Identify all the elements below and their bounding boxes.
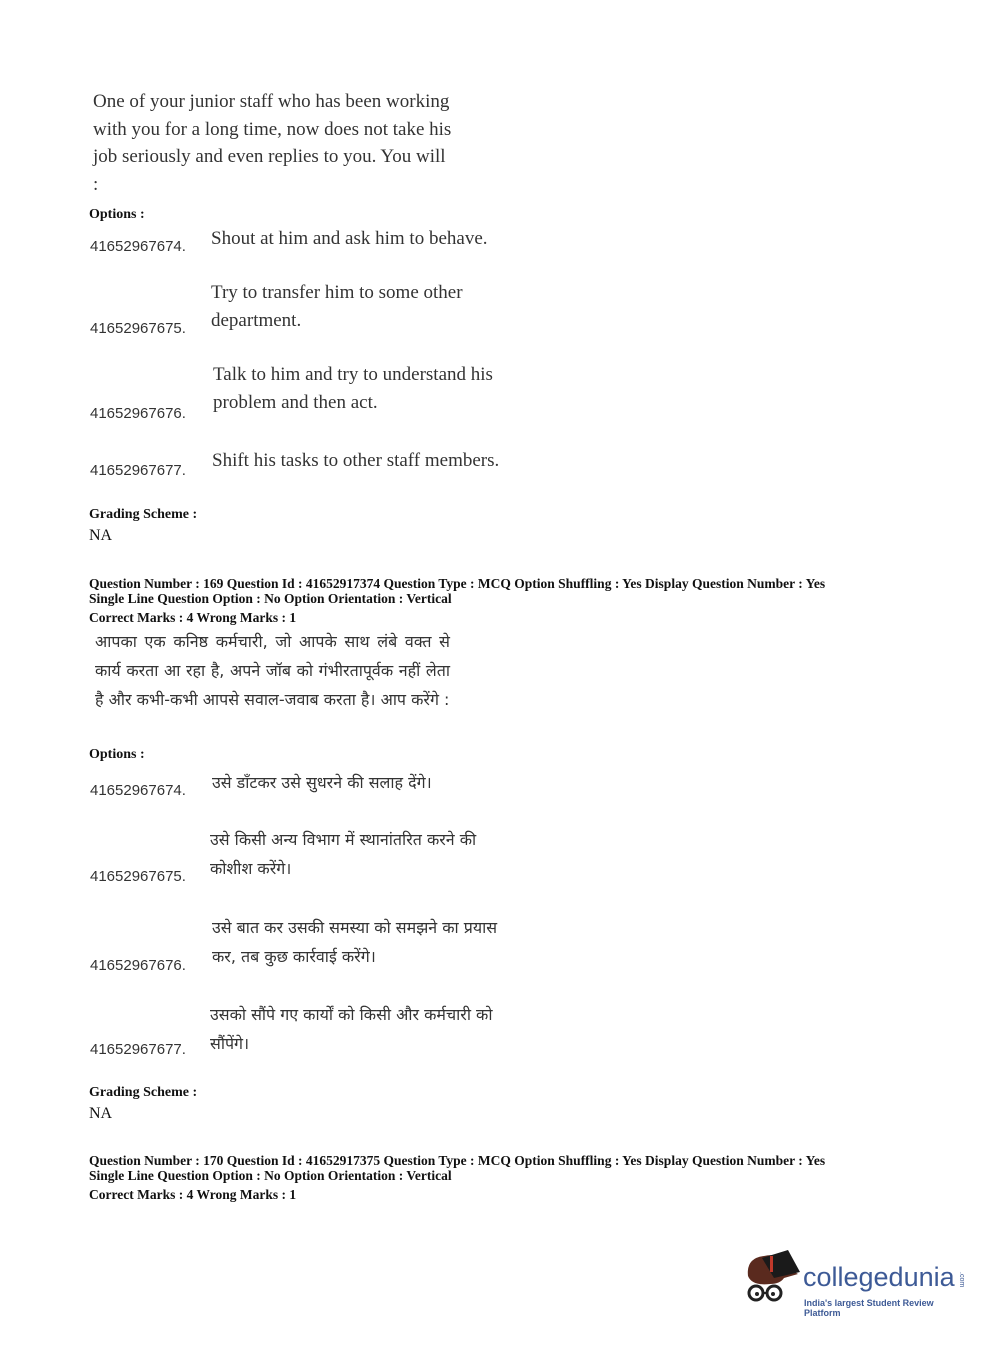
option-text: Shout at him and ask him to behave. bbox=[211, 228, 488, 249]
question-meta: Question Number : 169 Question Id : 41652917374 Question Type : MCQ Option Shuffling : Yes Display Question Number : Yes bbox=[89, 576, 826, 591]
logo-wordmark: collegedunia bbox=[803, 1262, 955, 1292]
option-text: उसे डाँटकर उसे सुधरने की सलाह देंगे। bbox=[212, 773, 432, 792]
grading-scheme-value: NA bbox=[89, 1105, 113, 1122]
question-meta: Single Line Question Option : No Option Orientation : Vertical bbox=[89, 591, 452, 606]
question-168-text: One of your junior staff who has been working with you for a long time, now does not take his job seriously and even replies to you. You will : bbox=[93, 91, 452, 195]
collegedunia-logo bbox=[740, 1248, 970, 1318]
question-meta: Single Line Question Option : No Option Orientation : Vertical bbox=[89, 1168, 452, 1183]
option-text: उसको सौंपे गए कार्यों को किसी और कर्मचारी को सौंपेंगे। bbox=[210, 1005, 493, 1053]
option-id: 41652967674. bbox=[90, 238, 186, 255]
option-text: Try to transfer him to some other department. bbox=[211, 282, 463, 331]
option-id: 41652967677. bbox=[90, 1041, 186, 1058]
marks-meta: Correct Marks : 4 Wrong Marks : 1 bbox=[89, 1187, 297, 1202]
grading-scheme-label: Grading Scheme : bbox=[89, 507, 198, 522]
option-text: उसे किसी अन्य विभाग में स्थानांतरित करने की कोशीश करेंगे। bbox=[210, 830, 477, 878]
option-text: Shift his tasks to other staff members. bbox=[212, 450, 500, 471]
option-text: Talk to him and try to understand his problem and then act. bbox=[213, 364, 493, 413]
grading-scheme-label: Grading Scheme : bbox=[89, 1085, 198, 1100]
option-id: 41652967675. bbox=[90, 320, 186, 337]
options-label: Options : bbox=[89, 747, 145, 762]
question-meta: Question Number : 170 Question Id : 41652917375 Question Type : MCQ Option Shuffling : Yes Display Question Number : Yes bbox=[89, 1153, 826, 1168]
option-id: 41652967675. bbox=[90, 868, 186, 885]
option-id: 41652967676. bbox=[90, 405, 186, 422]
option-text: उसे बात कर उसकी समस्या को समझने का प्रयास कर, तब कुछ कार्रवाई करेंगे। bbox=[212, 918, 498, 966]
options-label: Options : bbox=[89, 207, 145, 222]
option-id: 41652967674. bbox=[90, 782, 186, 799]
marks-meta: Correct Marks : 4 Wrong Marks : 1 bbox=[89, 610, 297, 625]
logo-suffix: .com bbox=[958, 1272, 965, 1288]
option-id: 41652967677. bbox=[90, 462, 186, 479]
mascot-icon bbox=[740, 1248, 802, 1310]
question-169-text: आपका एक कनिष्ठ कर्मचारी, जो आपके साथ लंबे वक्त से कार्य करता आ रहा है, अपने जॉब को गंभीरतापूर्वक नहीं लेता है और कभी-कभी आपसे सवाल-जवाब करता है। आप करेंगे : bbox=[95, 632, 450, 709]
grading-scheme-value: NA bbox=[89, 527, 113, 544]
logo-tagline: India's largest Student Review Platform bbox=[804, 1298, 934, 1318]
option-id: 41652967676. bbox=[90, 957, 186, 974]
